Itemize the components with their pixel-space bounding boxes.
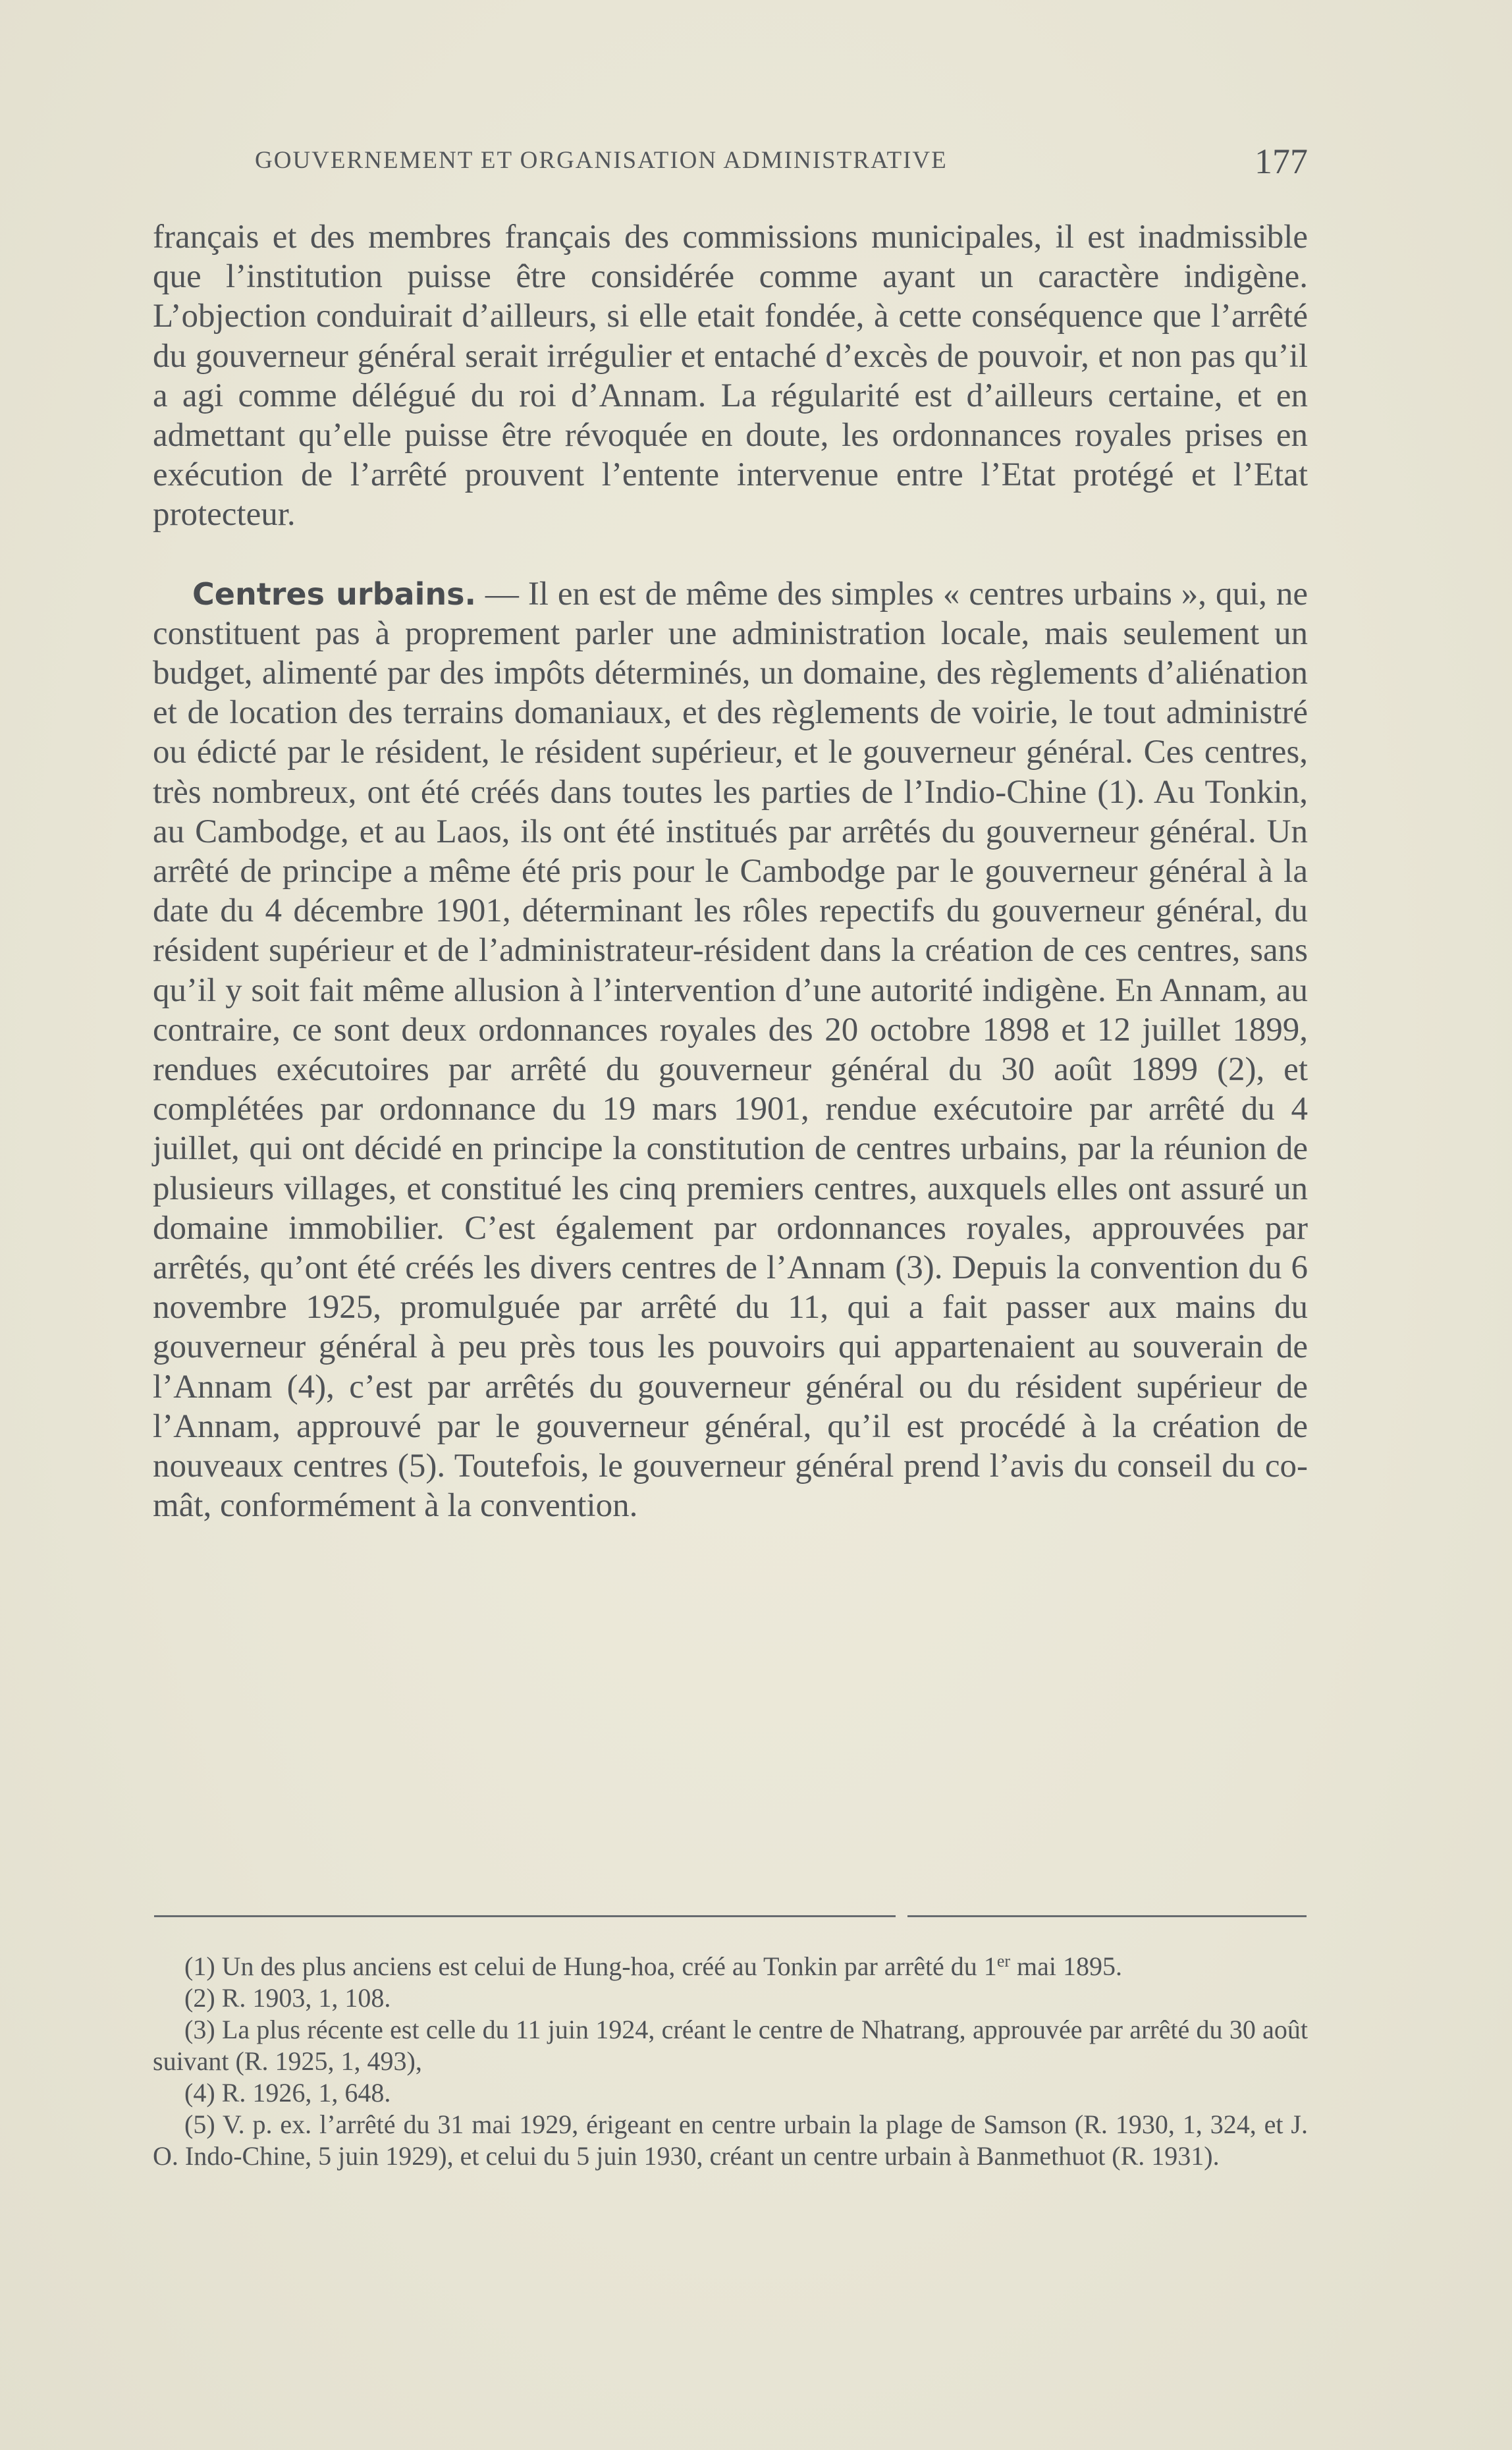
footnote-divider [154, 1915, 896, 1917]
superscript: er [996, 1951, 1011, 1971]
footnote-text: (1) Un des plus anciens est celui de Hung-hoa, créé au Tonkin par arrêté du 1 [184, 1951, 997, 1981]
paragraph: français et des membres français des commissions municipales, il est inadmissible que l’institution puisse être considérée comme ayant un caractère indigène. L’objection conduirait d’ailleurs, si elle etait fondée, à cette conséquence que l’arrêté du gouverneur général serait irrégulier et entaché d’excès de pouvoir, et non pas qu’il a agi comme délégué du roi d’Annam. La régularité est d’ailleurs certaine, et en admettant qu’elle puisse être révoquée en doute, les ordonnances royales prises en exécution de l’arrêté prouvent l’entente intervenue entre l’Etat protégé et l’Etat protecteur. [153, 219, 1308, 533]
footnote-5: (5) V. p. ex. l’arrêté du 31 mai 1929, érigeant en centre urbain la plage de Samson (R. 1930, 1, 324, et J. O. Indo-Chine, 5 juin 1929), et celui du 5 juin 1930, créant un centre urbain à Banmethuot (R. 1931). [153, 2110, 1308, 2171]
main-text [153, 217, 1308, 1526]
paragraph-centres-urbains [153, 574, 1308, 1526]
footnote-4: (4) R. 1926, 1, 648. [184, 2078, 391, 2108]
footnote-text: mai 1895. [1010, 1951, 1122, 1981]
footnotes [153, 1951, 1308, 2172]
page-number: 177 [1255, 142, 1308, 181]
running-title: GOUVERNEMENT ET ORGANISATION ADMINISTRATIVE [255, 147, 948, 174]
footnote-2: (2) R. 1903, 1, 108. [184, 1983, 391, 2013]
running-header [153, 141, 1308, 180]
paragraph-text: — Il en est de même des simples « centres urbains », qui, ne constituent pas à proprement parler une administration locale, mais seulement un budget, alimenté par des impôts déterminés, un domaine, des règlements d’aliénation et de location des terrains domaniaux, et des règlements de voirie, le tout administré ou édicté par le résident, le résident supérieur, et le gouverneur général. Ces centres, très nombreux, ont été créés dans toutes les parties de l’Indio-Chine (1). Au Tonkin, au Cambodge, et au Laos, ils ont été institués par arrêtés du gouverneur général. Un arrêté de principe a même été pris pour le Cambodge par le gouverneur général à la date du 4 décembre 1901, déterminant les rôles repectifs du gouverneur général, du résident supérieur et de l’administrateur-résident dans la création de ces centres, sans qu’il y soit fait même allusion à l’intervention d’une autorité indigène. En Annam, au contraire, ce sont deux ordonnances royales des 20 octobre 1898 et 12 juillet 1899, rendues exécutoires par arrêté du gouverneur général du 30 août 1899 (2), et complétées par ordonnance du 19 mars 1901, rendue exécutoire par arrêté du 4 juillet, qui ont décidé en principe la constitution de centres urbains, par la réunion de plusieurs villages, et constitué les cinq premiers centres, auxquels elles ont assuré un domaine immobilier. C’est également par ordonnances royales, approuvées par arrêtés, qu’ont été créés les divers centres de l’Annam (3). Depuis la convention du 6 novembre 1925, promulguée par arrêté du 11, qui a fait passer aux mains du gouverneur général à peu près tous les pouvoirs qui appartenaient au souverain de l’Annam (4), c’est par arrêtés du gouverneur général ou du résident supérieur de l’Annam, approuvé par le gouverneur général, qu’il est procédé à la création de nouveaux centres (5). Toutefois, le gouverneur général prend l’avis du conseil du co-mât, conformément à la convention. [153, 575, 1308, 1525]
section-heading: Centres urbains. [192, 576, 476, 612]
footnote-divider [907, 1915, 1307, 1917]
footnote-1 [153, 1951, 1308, 1982]
footnote-3: (3) La plus récente est celle du 11 juin 1924, créant le centre de Nhatrang, approuvée par arrêté du 30 août suivant (R. 1925, 1, 493), [153, 2015, 1308, 2076]
